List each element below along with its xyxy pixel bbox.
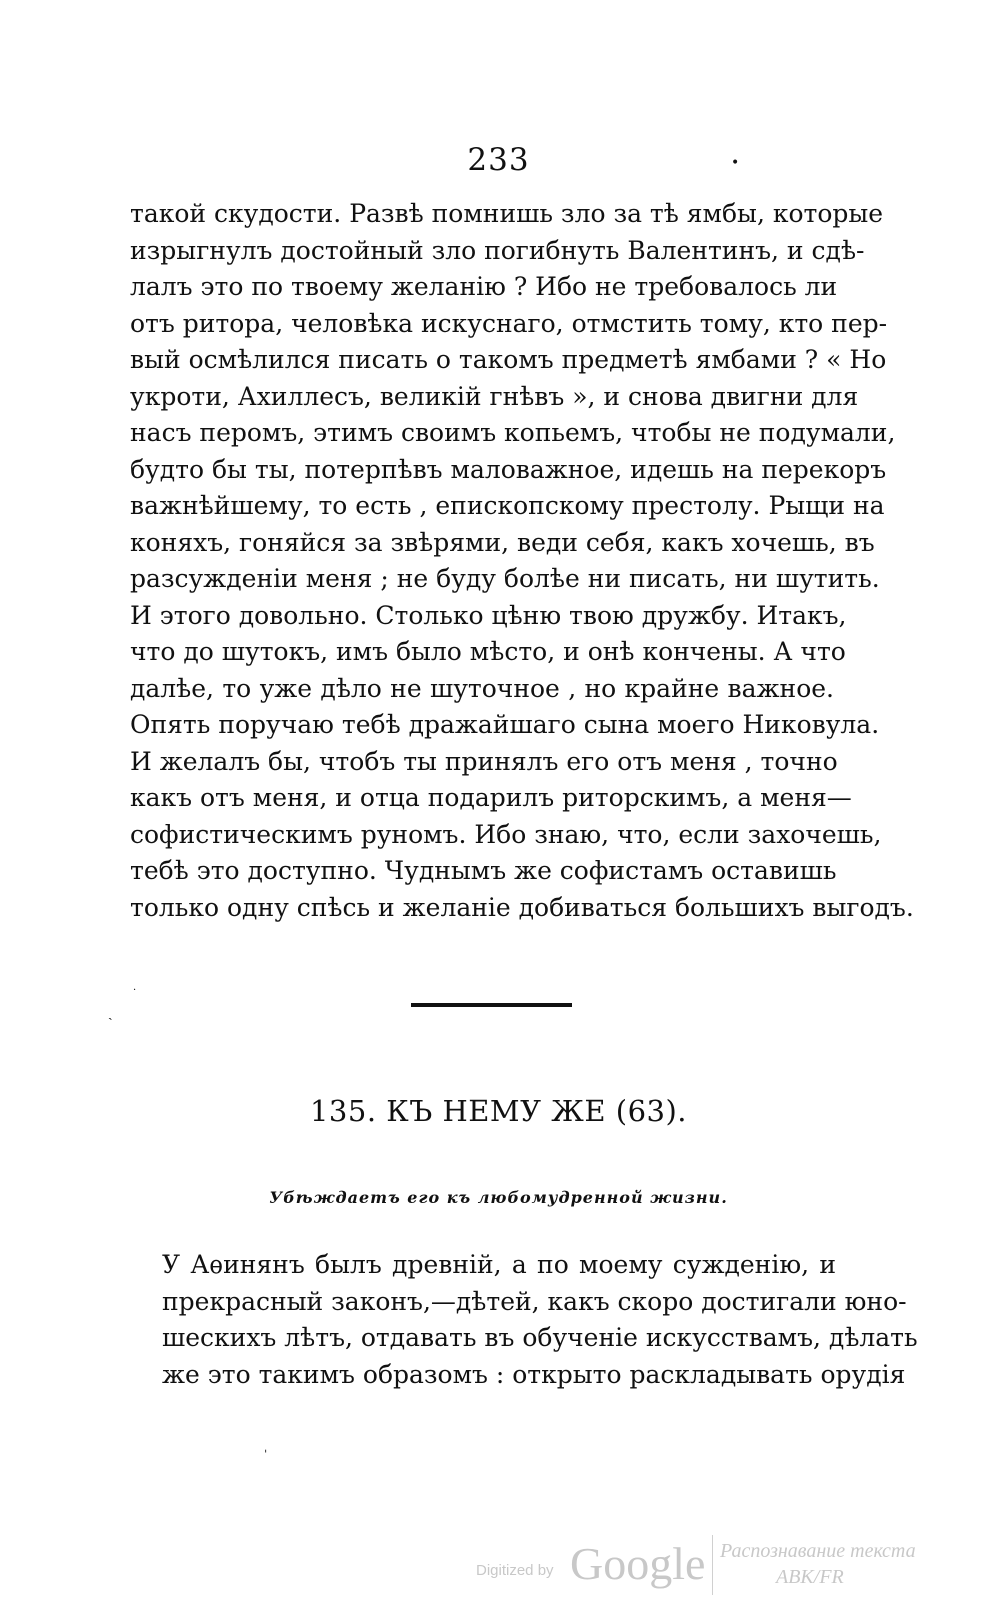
text-line: будто бы ты, потерпѣвъ маловажное, идешь на перекоръ bbox=[130, 454, 887, 484]
text-line: разсужденіи меня ; не буду болѣе ни писать, ни шутить. bbox=[130, 564, 880, 593]
section-subtitle: Убѣждаетъ его къ любомудренной жизни. bbox=[269, 1188, 728, 1207]
text-line: отъ ритора, человѣка искуснаго, отмстить тому, кто пер- bbox=[130, 308, 888, 338]
text-line: важнѣйшему, то есть , епископскому престолу. Рыщи на bbox=[130, 491, 885, 520]
text-line: коняхъ, гоняйся за звѣрями, веди себя, какъ хочешь, въ bbox=[130, 527, 875, 557]
text-line: же это такимъ образомъ : открыто раскладывать орудія bbox=[162, 1359, 906, 1389]
text-line: насъ перомъ, этимъ своимъ копьемъ, чтобы не подумали, bbox=[130, 418, 896, 447]
google-logo: Google bbox=[570, 1538, 706, 1589]
stray-mark: ˌ bbox=[264, 1440, 268, 1454]
paragraph-1 bbox=[130, 196, 914, 926]
text-line: далѣе, то уже дѣло не шуточное , но крайне важное. bbox=[130, 673, 834, 703]
text-line: У Аѳинянъ былъ древній, а по моему сужденію, и bbox=[162, 1250, 836, 1279]
text-line: укроти, Ахиллесъ, великій гнѣвъ », и снова двигни для bbox=[130, 381, 859, 411]
watermark-digitized-by: Digitized by bbox=[476, 1562, 554, 1579]
text-line: шескихъ лѣтъ, отдавать въ обученіе искусствамъ, дѣлать bbox=[162, 1323, 918, 1352]
watermark-ocr-credit: ABK/FR bbox=[776, 1566, 844, 1588]
paragraph-2 bbox=[162, 1247, 918, 1393]
text-line: такой скудости. Развѣ помнишь зло за тѣ ямбы, которые bbox=[130, 199, 884, 228]
watermark-ocr-text: Распознавание текста bbox=[720, 1540, 916, 1562]
text-line: И этого довольно. Столько цѣню твою дружбу. Итакъ, bbox=[130, 600, 847, 630]
text-line: только одну спѣсь и желаніе добиваться большихъ выгодъ. bbox=[130, 892, 914, 922]
stray-dot: • bbox=[731, 155, 740, 171]
digitization-watermark bbox=[476, 1535, 966, 1595]
section-title: 135. КЪ НЕМУ ЖЕ (63). bbox=[309, 1094, 688, 1128]
text-line: тебѣ это доступно. Чуднымъ же софистамъ оставишь bbox=[130, 856, 837, 885]
text-line: лалъ это по твоему желанію ? Ибо не требовалось ли bbox=[130, 272, 838, 301]
text-line: что до шутокъ, имъ было мѣсто, и онѣ кончены. А что bbox=[130, 637, 846, 666]
stray-mark: ˏ bbox=[108, 1005, 113, 1021]
text-line: изрыгнулъ достойный зло погибнуть Валентинъ, и сдѣ- bbox=[130, 235, 865, 265]
text-line: прекрасный законъ,—дѣтей, какъ скоро достигали юно- bbox=[162, 1286, 907, 1316]
stray-mark: · bbox=[133, 985, 137, 996]
text-line: И желалъ бы, чтобъ ты принялъ его отъ меня , точно bbox=[130, 746, 838, 776]
text-line: какъ отъ меня, и отца подарилъ риторскимъ, а меня— bbox=[130, 783, 852, 812]
watermark-separator bbox=[712, 1535, 713, 1595]
section-divider bbox=[411, 1003, 572, 1007]
text-line: вый осмѣлился писать о такомъ предметѣ ямбами ? « Но bbox=[130, 345, 887, 374]
page-number: 233 bbox=[467, 142, 530, 178]
text-line: софистическимъ руномъ. Ибо знаю, что, если захочешь, bbox=[130, 819, 882, 849]
text-line: Опять поручаю тебѣ дражайшаго сына моего Никовула. bbox=[130, 710, 880, 739]
